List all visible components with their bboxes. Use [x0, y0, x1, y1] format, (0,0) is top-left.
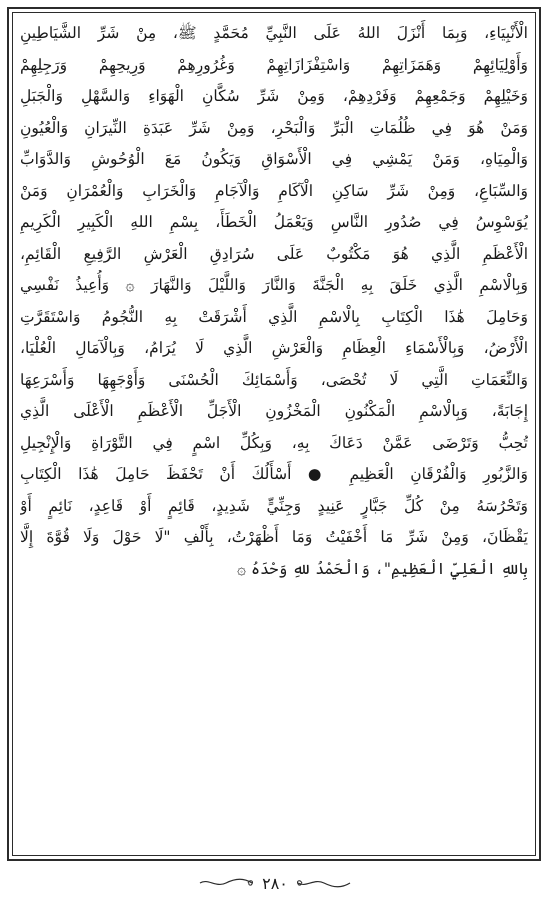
text-line: وَبِالْاسْمِ الَّذِي خَلَقَ بِهِ الْجَنَّةَ وَالنَّارَ وَاللَّيْلَ وَالنَّهَارَ ۞ وَأُعِيذُ نَفْسِي [20, 276, 528, 294]
text-line: الْأَنْبِيَاءِ، وَبِمَا أَنْزَلَ اللهُ عَلَى النَّبِيِّ مُحَمَّدٍ ﷺ، مِنْ شَرِّ الشَّيَاطِينِ [20, 24, 528, 42]
page-number: ٢٨٠ [262, 873, 288, 893]
scroll-flourish-icon [198, 876, 254, 890]
text-line: تُحِبُّ وَتَرْضَى عَمَّنْ دَعَاكَ بِهِ، وَبِكُلِّ اسْمٍ فِي التَّوْرَاةِ وَالْإِنْجِيلِ [20, 433, 528, 452]
text-line: وَالْمِيَاهِ، وَمَنْ يَمْشِي فِي الْأَسْوَاقِ وَيَكُونُ مَعَ الْوُحُوشِ وَالدَّوَابِّ [20, 150, 528, 168]
text-line: إِجَابَةً، وَبِالْاسْمِ الْمَكْنُونِ الْمَخْزُونِ الْأَجَلِّ الْأَعْظَمِ الْأَعْلَى الَّذِي [20, 402, 528, 420]
text-line: وَحَامِلَ هَٰذَا الْكِتَابِ بِالْاسْمِ الَّذِي أَشْرَقَتْ بِهِ النُّجُومُ وَاسْتَقَرَّتِ [20, 307, 528, 326]
text-line: يَقْظَانَ، وَمِنْ شَرِّ مَا أَخْفَيْتُ وَمَا أَظْهَرْتُ، بِأَلْفِ "لَا حَوْلَ وَلَا قُوَّةَ إِلَّا [20, 528, 528, 546]
text-line-last: بِاللهِ الْعَلِيِّ الْعَظِيمِ"، وَالْحَمْدُ للهِ وَحْدَهُ ۞ [237, 559, 528, 578]
text-line: وَالنِّعَمَاتِ الَّتِي لَا تُحْصَى، وَأَسْمَائِكَ الْحُسْنَى وَأَوْجَهِهَا وَأَسْرَعِهَا [20, 370, 528, 389]
text-line: وَالزَّبُورِ وَالْفُرْقَانِ الْعَظِيمِ ● أَسْأَلُكَ أَنْ تَحْفَظَ حَامِلَ هَٰذَا الْكِتَابِ [20, 465, 528, 483]
text-line: وَمَنْ هُوَ فِي ظُلُمَاتِ الْبَرِّ وَالْبَحْرِ، وَمِنْ شَرِّ عَبَدَةِ النِّيرَانِ وَالْعُيُونِ [20, 118, 528, 137]
text-line: وَالسِّبَاعِ، وَمِنْ شَرِّ سَاكِنِ الْآكَامِ وَالْآجَامِ وَالْخَرَابِ وَالْعُمْرَانِ وَمَنْ [20, 181, 528, 200]
text-line: وَأَوْلِيَائِهِمْ وَهَمَزَاتِهِمْ وَاسْتِفْزَازَاتِهِمْ وَغُرُورِهِمْ وَرِيحِهِمْ وَرَجِلِهِمْ [20, 55, 528, 74]
text-line: يُوَسْوِسُ فِي صُدُورِ النَّاسِ وَيَعْمَلُ الْخَطَأَ، بِسْمِ اللهِ الْكَبِيرِ الْكَرِيمِ [20, 213, 528, 231]
body-text [20, 18, 528, 852]
page-footer [0, 868, 550, 898]
scroll-flourish-icon [296, 876, 352, 890]
text-line: الْأَعْظَمِ الَّذِي هُوَ مَكْتُوبٌ عَلَى سُرَادِقِ الْعَرْشِ الرَّفِيعِ الْقَائِمِ، [20, 244, 528, 263]
text-line: الْأَرْضُ، وَبِالْأَسْمَاءِ الْعِظَامِ وَالْعَرْشِ الَّذِي لَا يُرَامُ، وَبِالْآمَالِ الْعُلْيَا، [20, 339, 528, 357]
text-line: وَتَحْرُسَهُ مِنْ كُلِّ جَبَّارٍ عَنِيدٍ وَجِنِّيٍّ شَدِيدٍ، قَائِمٍ أَوْ قَاعِدٍ، نَائِمٍ أَوْ [20, 496, 528, 515]
text-line: وَخَيْلِهِمْ وَجَمْعِهِمْ وَفَرْدِهِمْ، وَمِنْ شَرِّ سُكَّانِ الْهَوَاءِ وَالسَّهْلِ وَالْجَبَلِ [20, 87, 528, 105]
